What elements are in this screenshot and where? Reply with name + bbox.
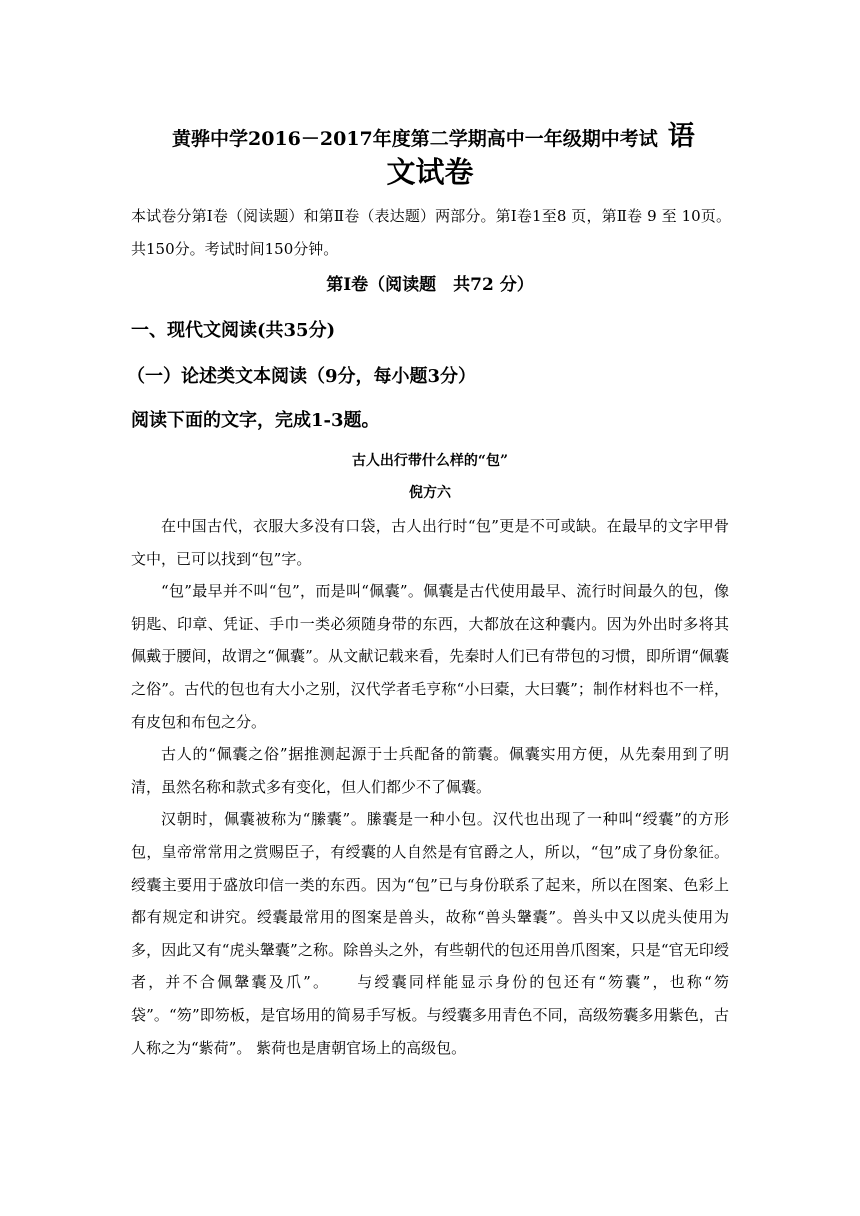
article-paragraph: “包”最早并不叫“包”，而是叫“佩囊”。佩囊是古代使用最早、流行时间最久的包，像钥匙、印章、凭证、手巾一类必须随身带的东西，大都放在这种囊内。因为外出时多将其佩戴于腰间，故谓之“佩囊”。从文献记载来看，先秦时人们已有带包的习惯，即所谓“佩囊之俗”。古代的包也有大小之别，汉代学者毛亨称“小曰橐，大曰囊”；制作材料也不一样，有皮包和布包之分。 <box>131 582 729 731</box>
part-one-heading: 第Ⅰ卷（阅读题 共72 分） <box>326 275 534 295</box>
exam-intro: 本试卷分第Ⅰ卷（阅读题）和第Ⅱ卷（表达题）两部分。第Ⅰ卷1至8 页，第Ⅱ卷 9 至 10页。共150分。考试时间150分钟。 <box>131 207 731 258</box>
article-paragraph: 在中国古代，衣服大多没有口袋，古人出行时“包”更是不可或缺。在最早的文字甲骨文中，已可以找到“包”字。 <box>131 517 729 568</box>
article-title: 古人出行带什么样的“包” <box>351 453 509 469</box>
article-paragraph: 古人的“佩囊之俗”据推测起源于士兵配备的箭囊。佩囊实用方便，从先秦用到了明清，虽然名称和款式多有变化，但人们都少不了佩囊。 <box>131 745 729 796</box>
section-modern-reading-heading: 一、现代文阅读(共35分) <box>131 320 336 341</box>
exam-title-main: 黄骅中学2016－2017年度第二学期高中一年级期中考试 <box>172 128 658 150</box>
exam-title-subject-char: 语 <box>667 121 695 152</box>
subsection-argumentative-heading: （一）论述类文本阅读（9分，每小题3分） <box>127 366 477 387</box>
article-paragraph: 汉朝时，佩囊被称为“縢囊”。縢囊是一种小包。汉代也出现了一种叫“绶囊”的方形包，皇帝常常用之赏赐臣子，有绶囊的人自然是有官爵之人，所以，“包”成了身份象征。绶囊主要用于盛放印信一类的东西。因为“包”已与身份联系了起来，所以在图案、色彩上都有规定和讲究。绶囊最常用的图案是兽头，故称“兽头鞶囊”。兽头中又以虎头使用为多，因此又有“虎头鞶囊”之称。除兽头之外，有些朝代的包还用兽爪图案，只是“官无印绶者，并不合佩鞶囊及爪”。 与绶囊同样能显示身份的包还有“笏囊”，也称“笏袋”。“笏”即笏板，是官场用的简易手写板。与绶囊多用青色不同，高级笏囊多用紫色，古人称之为“紫荷”。 紫荷也是唐朝官场上的高级包。 <box>131 810 729 1057</box>
article-body <box>131 510 729 1064</box>
exam-title-line1 <box>172 114 732 153</box>
article-author: 倪方六 <box>409 485 451 501</box>
exam-title-line2: 文试卷 <box>386 155 474 189</box>
reading-instruction: 阅读下面的文字，完成1-3题。 <box>131 410 380 431</box>
